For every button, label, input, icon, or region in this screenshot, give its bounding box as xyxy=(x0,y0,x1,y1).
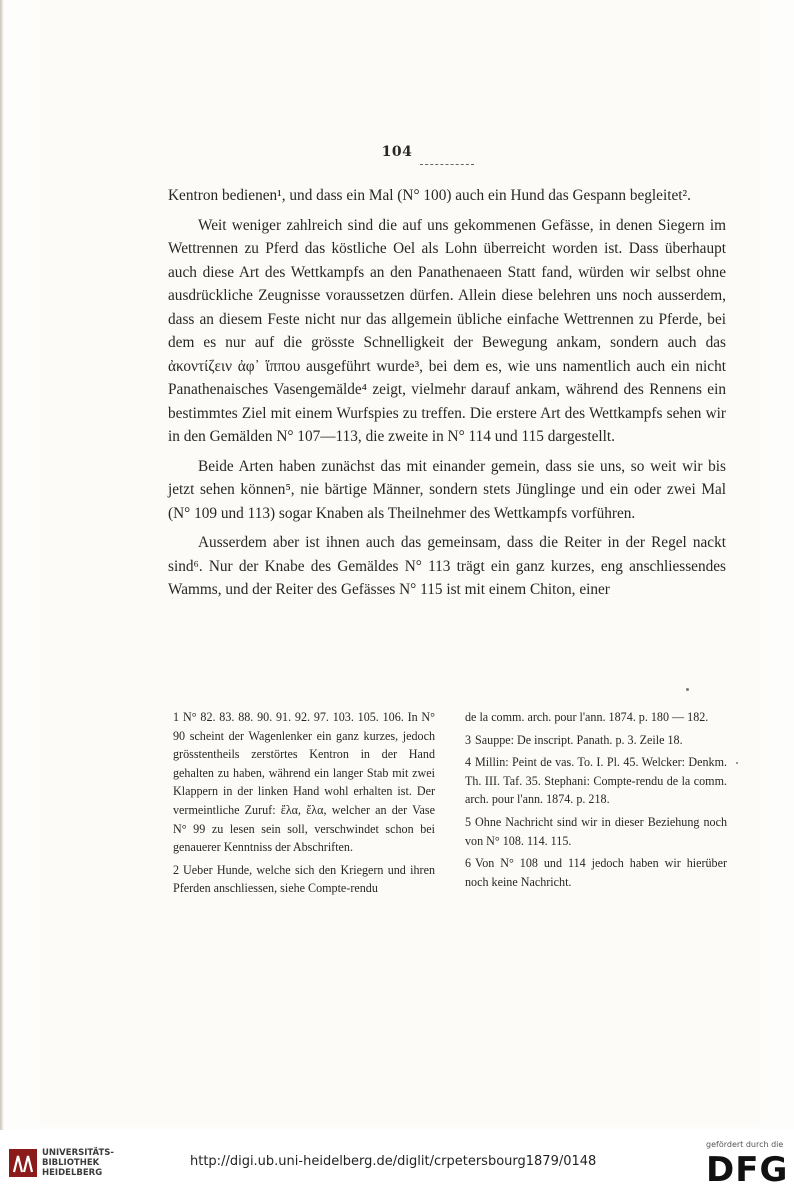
scan-speck xyxy=(686,688,689,691)
dfg-logo: DFG xyxy=(706,1150,789,1190)
source-url-link[interactable]: http://digi.ub.uni-heidelberg.de/diglit/crpetersbourg1879/0148 xyxy=(190,1154,597,1169)
footer-bar xyxy=(0,1130,794,1195)
footnote-2: 2 Ueber Hunde, welche sich den Kriegern und ihren Pferden anschliessen, siehe Compte-rendu xyxy=(173,862,435,896)
scan-speck xyxy=(736,762,738,764)
footnote-5: 5 Ohne Nachricht sind wir in dieser Beziehung noch von N° 108. 114. 115. xyxy=(465,814,727,848)
main-text xyxy=(168,184,726,608)
university-library-logo-icon xyxy=(8,1148,38,1178)
footnotes-left-column xyxy=(173,708,435,902)
funder-caption: gefördert durch die xyxy=(706,1140,784,1149)
footnotes-right-column xyxy=(465,708,727,902)
footnote-3: 3 Sauppe: De inscript. Panath. p. 3. Zeile 18. xyxy=(465,732,683,747)
paragraph-4: Ausserdem aber ist ihnen auch das gemeinsam, dass die Reiter in der Regel nackt sind⁶. Nur der Knabe des Gemäldes N° 113 trägt ein ganz kurzes, eng anschliessendes Wamms, und der Reiter des Gefässes N° 115 ist mit einem Chiton, einer xyxy=(168,534,726,598)
paragraph-3: Beide Arten haben zunächst das mit einander gemein, dass sie uns, so weit wir bis jetzt sehen können⁵, nie bärtige Männer, sondern stets Jünglinge und ein oder zwei Mal (N° 109 und 113) sogar Knaben als Theilnehmer des Wettkampfs vorführen. xyxy=(168,457,726,522)
footnote-2-continued: de la comm. arch. pour l'ann. 1874. p. 180 — 182. xyxy=(465,710,709,724)
footnotes xyxy=(173,708,727,902)
scan-edge xyxy=(0,0,4,1195)
footnote-4: 4 Millin: Peint de vas. To. I. Pl. 45. Welcker: Denkm. Th. III. Taf. 35. Stephani: Compte-rendu de la comm. arch. pour l'ann. 1874. p. 218. xyxy=(465,755,727,807)
page-number-underline xyxy=(420,162,474,165)
paragraph-1: Kentron bedienen¹, und dass ein Mal (N° 100) auch ein Hund das Gespann begleitet². xyxy=(168,187,691,204)
page-number: 104 xyxy=(381,144,413,160)
footnote-1: 1 N° 82. 83. 88. 90. 91. 92. 97. 103. 105. 106. In N° 90 scheint der Wagenlenker ein ganz kurzes, jedoch grösstentheils zerstörtes Kentron in der Hand gehalten zu haben, während ein langer Stab mit zwei Klappern in der linken Hand wohl erhalten ist. Der vermeintliche Zuruf: ἔλα, ἔλα, welcher an der Vase N° 99 zu lesen sein soll, verschwindet schon bei genauerer Kenntniss der Abschriften. xyxy=(173,710,435,855)
library-name: UNIVERSITÄTS- BIBLIOTHEK HEIDELBERG xyxy=(42,1148,114,1178)
footnote-6: 6 Von N° 108 und 114 jedoch haben wir hierüber noch keine Nachricht. xyxy=(465,856,727,889)
paragraph-2: Weit weniger zahlreich sind die auf uns gekommenen Gefässe, in denen Siegern im Wettrennen zu Pferd das köstliche Oel als Lohn überreicht worden ist. Dass überhaupt auch diese Art des Wettkampfs an den Panathenaeen Statt fand, würden wir selbst ohne ausdrückliche Zeugnisse voraussetzen dürfen. Allein diese belehren uns noch ausserdem, dass an diesem Feste nicht nur das allgemein übliche einfache Wettrennen zu Pferde, bei dem es nur auf die grösste Schnelligkeit der Bewegung ankam, sondern auch das ἀκοντίζειν ἀφ᾽ ἵππου ausgeführt wurde³, bei dem es, wie uns namentlich auch ein nicht Panathenaisches Vasengemälde⁴ zeigt, vielmehr darauf ankam, während des Rennens ein bestimmtes Ziel mit einem Wurfspies zu treffen. Die erstere Art des Wettkampfs sehen wir in den Gemälden N° 107—113, die zweite in N° 114 und 115 dargestellt. xyxy=(168,216,726,445)
